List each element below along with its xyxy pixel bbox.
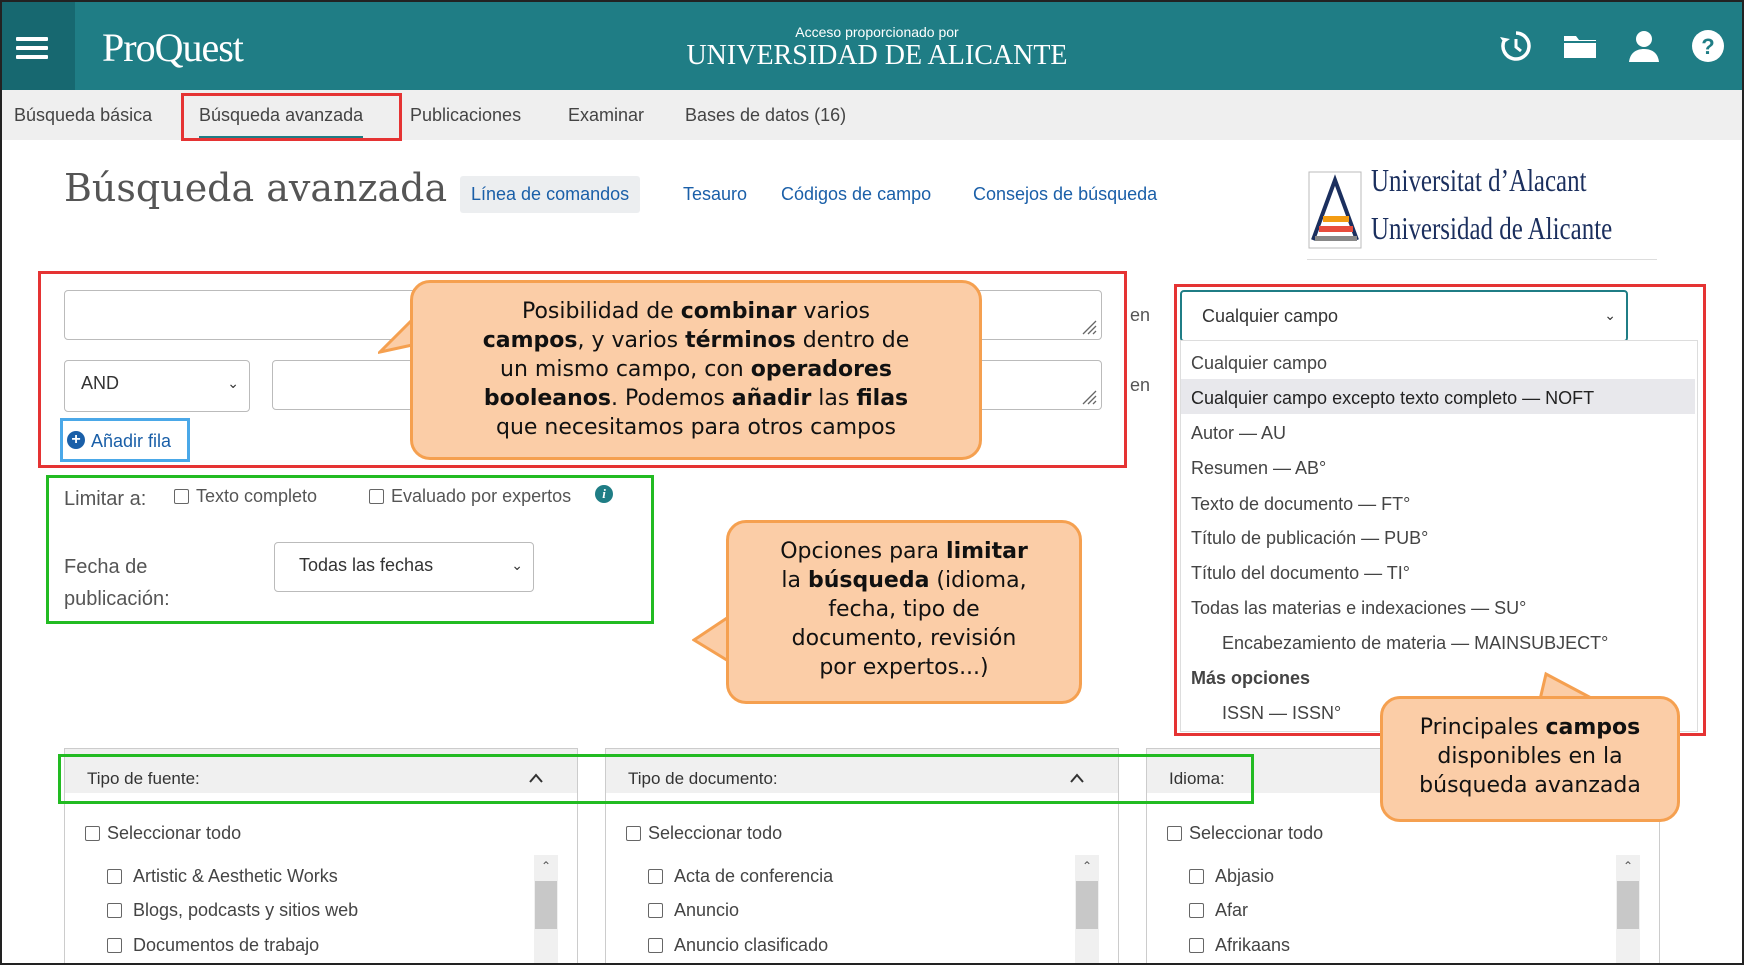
svg-text:?: ? — [1701, 34, 1715, 59]
resize-grip-icon[interactable] — [1081, 319, 1097, 335]
chevron-down-icon: ⌄ — [1604, 307, 1616, 323]
callout-bold: combinar — [680, 299, 797, 324]
divider — [1307, 259, 1657, 260]
add-row-button[interactable] — [60, 418, 190, 462]
select-all-label: Seleccionar todo — [107, 823, 242, 843]
access-small-text: Acceso proporcionado por — [795, 24, 959, 40]
annotation-red-box — [181, 93, 402, 141]
in-label-1: en — [1130, 305, 1151, 325]
field-option-selected[interactable]: Cualquier campo excepto texto completo — NOFT — [1191, 388, 1595, 408]
callout-text: dentro de — [795, 328, 910, 353]
operator-select[interactable] — [64, 360, 250, 412]
list-item-checkbox[interactable] — [1189, 869, 1204, 884]
select-all-checkbox[interactable] — [85, 826, 100, 841]
in-label-2: en — [1130, 375, 1151, 395]
field-option[interactable]: Todas las materias e indexaciones — SU° — [1191, 598, 1527, 618]
chevron-down-icon: ⌄ — [511, 557, 523, 573]
tab-basic-search[interactable]: Búsqueda básica — [14, 105, 153, 125]
resize-grip-icon[interactable] — [1081, 389, 1097, 405]
callout-main-fields — [1380, 696, 1680, 822]
callout-bold: campos — [1545, 715, 1641, 740]
list-item-checkbox[interactable] — [1189, 903, 1204, 918]
scrollbar[interactable] — [1075, 855, 1099, 965]
callout-bold: búsqueda — [808, 568, 930, 593]
tab-publications[interactable]: Publicaciones — [410, 105, 522, 125]
list-item: Abjasio — [1215, 866, 1275, 886]
link-thesaurus[interactable]: Tesauro — [683, 184, 748, 204]
field-option[interactable]: Título del documento — TI° — [1191, 563, 1410, 583]
pub-date-label-1: Fecha de — [64, 556, 148, 578]
university-name: UNIVERSIDAD DE ALICANTE — [686, 40, 1068, 71]
field-option[interactable]: Encabezamiento de materia — MAINSUBJECT° — [1222, 633, 1609, 653]
select-all-label: Seleccionar todo — [648, 823, 783, 843]
field-option[interactable]: ISSN — ISSN° — [1222, 703, 1342, 723]
page-title: Búsqueda avanzada — [64, 166, 448, 210]
add-row-label: Añadir fila — [91, 431, 172, 451]
date-select-value: Todas las fechas — [299, 555, 434, 575]
help-icon[interactable] — [1690, 28, 1726, 64]
callout-text: varios — [796, 299, 871, 324]
callout-text: (idioma, — [929, 568, 1027, 593]
info-icon[interactable]: i — [595, 485, 613, 503]
field-option[interactable]: Título de publicación — PUB° — [1191, 528, 1429, 548]
callout-limit-search — [726, 520, 1082, 704]
scrollbar[interactable] — [534, 855, 558, 965]
menu-icon[interactable] — [2, 2, 75, 90]
link-command-line[interactable]: Línea de comandos — [460, 176, 640, 213]
panel-title: Tipo de documento: — [628, 769, 778, 788]
callout-bold: términos — [685, 328, 796, 353]
field-option[interactable]: Autor — AU — [1191, 423, 1287, 443]
ua-emblem-icon — [1307, 170, 1363, 250]
chevron-up-icon[interactable]: ⌃ — [1081, 859, 1093, 873]
list-item-checkbox[interactable] — [648, 938, 663, 953]
field-option[interactable]: Resumen — AB° — [1191, 458, 1327, 478]
history-icon[interactable] — [1498, 28, 1534, 64]
callout-bold: campos — [482, 328, 578, 353]
folder-icon[interactable] — [1562, 28, 1598, 64]
list-item: Afrikaans — [1215, 935, 1291, 955]
select-all-label: Seleccionar todo — [1189, 823, 1324, 843]
peer-reviewed-checkbox[interactable] — [369, 489, 384, 504]
callout-text: las — [811, 386, 857, 411]
list-item: Artistic & Aesthetic Works — [133, 866, 338, 886]
callout-bold: filas — [856, 386, 909, 411]
select-all-checkbox[interactable] — [1167, 826, 1182, 841]
pub-date-label-2: publicación: — [64, 588, 170, 610]
callout-text: un mismo campo, con — [500, 357, 751, 382]
field-group-heading: Más opciones — [1191, 668, 1311, 688]
panel-title: Tipo de fuente: — [87, 769, 200, 788]
scrollbar-thumb[interactable] — [1617, 881, 1639, 929]
callout-bold: booleanos — [483, 386, 612, 411]
callout-text: documento, revisión — [791, 626, 1017, 651]
user-icon[interactable] — [1626, 28, 1662, 64]
field-select-value: Cualquier campo — [1202, 306, 1339, 326]
list-item-checkbox[interactable] — [107, 938, 122, 953]
list-item-checkbox[interactable] — [1189, 938, 1204, 953]
list-item: Anuncio — [674, 900, 740, 920]
tab-browse[interactable]: Examinar — [568, 105, 645, 125]
callout-text: que necesitamos para otros campos — [496, 415, 896, 440]
callout-text: la — [781, 568, 808, 593]
callout-text: búsqueda avanzada — [1419, 773, 1641, 798]
callout-combine-fields — [410, 280, 982, 460]
peer-reviewed-label: Evaluado por expertos — [391, 486, 572, 506]
university-line-1: Universitat d’Alacant — [1371, 162, 1587, 198]
scrollbar[interactable] — [1616, 855, 1640, 965]
list-item: Blogs, podcasts y sitios web — [133, 900, 359, 920]
operator-value: AND — [81, 373, 120, 393]
link-field-codes[interactable]: Códigos de campo — [781, 184, 932, 204]
top-bar — [2, 2, 1742, 90]
chevron-down-icon: ⌄ — [227, 375, 239, 391]
university-line-2: Universidad de Alicante — [1371, 210, 1613, 246]
panel-title: Idioma: — [1169, 769, 1225, 788]
chevron-up-icon[interactable]: ⌃ — [540, 859, 552, 873]
callout-bold: limitar — [946, 539, 1028, 564]
field-option[interactable]: Cualquier campo — [1191, 353, 1328, 373]
callout-bold: operadores — [750, 357, 892, 382]
list-item-checkbox[interactable] — [107, 903, 122, 918]
callout-text: , y varios — [577, 328, 686, 353]
proquest-logo[interactable]: ProQuest — [102, 25, 243, 70]
callout-text: fecha, tipo de — [828, 597, 980, 622]
callout-text: por expertos...) — [819, 655, 989, 680]
plus-icon: + — [67, 431, 85, 449]
field-select[interactable] — [1180, 290, 1628, 342]
callout-text: Opciones para — [780, 539, 947, 564]
field-dropdown — [1180, 340, 1698, 732]
scrollbar-thumb[interactable] — [1076, 881, 1098, 929]
tab-advanced-search[interactable]: Búsqueda avanzada — [199, 105, 363, 139]
field-option[interactable]: Texto de documento — FT° — [1191, 494, 1411, 514]
limit-to-label: Limitar a: — [64, 488, 147, 510]
callout-text: . Podemos — [611, 386, 732, 411]
list-item-checkbox[interactable] — [648, 903, 663, 918]
list-item: Afar — [1215, 900, 1249, 920]
callout-bold: añadir — [731, 386, 812, 411]
callout-text: disponibles en la — [1437, 744, 1623, 769]
callout-text: Posibilidad de — [521, 299, 681, 324]
scrollbar-thumb[interactable] — [535, 881, 557, 929]
list-item: Anuncio clasificado — [674, 935, 829, 955]
list-item: Documentos de trabajo — [133, 935, 320, 955]
full-text-checkbox[interactable] — [174, 489, 189, 504]
list-item: Acta de conferencia — [674, 866, 834, 886]
chevron-up-icon[interactable]: ⌃ — [1622, 859, 1634, 873]
tab-databases[interactable]: Bases de datos (16) — [685, 105, 847, 125]
list-item-checkbox[interactable] — [107, 869, 122, 884]
full-text-label: Texto completo — [196, 486, 318, 506]
callout-text: Principales — [1419, 715, 1546, 740]
date-select[interactable] — [274, 542, 534, 592]
link-search-tips[interactable]: Consejos de búsqueda — [973, 184, 1158, 204]
list-item-checkbox[interactable] — [648, 869, 663, 884]
select-all-checkbox[interactable] — [626, 826, 641, 841]
annotation-green-box — [58, 754, 1254, 804]
